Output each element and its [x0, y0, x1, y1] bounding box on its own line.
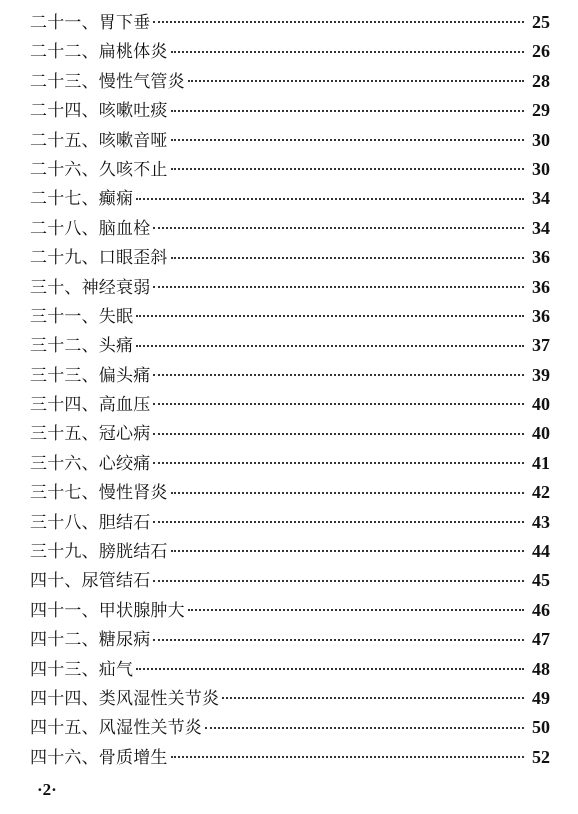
toc-entry	[30, 655, 550, 684]
toc-leader-dots	[153, 286, 524, 288]
toc-entry-title: 四十一、甲状腺肿大	[30, 600, 185, 621]
toc-entry-title: 三十四、高血压	[30, 395, 151, 416]
toc-entry-page: 47	[532, 629, 550, 650]
toc-leader-dots	[153, 433, 524, 435]
toc-entry-page: 44	[532, 541, 550, 562]
toc-entry-page: 49	[532, 687, 550, 708]
toc-entry	[30, 449, 550, 478]
toc-entry	[30, 184, 550, 213]
toc-leader-dots	[171, 492, 524, 494]
toc-entry	[30, 713, 550, 742]
toc-entry-title: 四十、尿管结石	[30, 571, 151, 592]
toc-entry-title: 二十一、胃下垂	[30, 13, 151, 33]
toc-entry-title: 三十六、心绞痛	[30, 453, 151, 474]
toc-entry	[30, 478, 550, 507]
toc-entry-page: 50	[532, 717, 550, 738]
toc-entry-title: 三十八、胆结石	[30, 512, 151, 533]
toc-entry	[30, 273, 550, 302]
toc-entry-title: 二十八、脑血栓	[30, 218, 151, 239]
toc-entry-title: 三十、神经衰弱	[30, 277, 151, 298]
toc-entry	[30, 155, 550, 184]
toc-leader-dots	[136, 668, 524, 670]
toc-entry-page: 26	[532, 41, 550, 62]
toc-entry	[30, 566, 550, 595]
toc-entry-title: 三十一、失眠	[30, 306, 134, 327]
toc-entry	[30, 243, 550, 272]
toc-entry	[30, 743, 550, 772]
toc-entry-page: 25	[532, 12, 550, 32]
toc-leader-dots	[171, 168, 524, 170]
toc-entry-page: 45	[532, 570, 550, 591]
toc-entry-title: 二十七、癫痫	[30, 189, 134, 210]
toc-entry-page: 30	[532, 158, 550, 179]
toc-entry-page: 40	[532, 423, 550, 444]
toc-leader-dots	[153, 227, 524, 229]
toc-entry	[30, 684, 550, 713]
toc-leader-dots	[153, 403, 524, 405]
toc-entry-page: 36	[532, 305, 550, 326]
toc-leader-dots	[136, 315, 524, 317]
toc-entry-page: 43	[532, 511, 550, 532]
toc-leader-dots	[188, 609, 524, 611]
toc-leader-dots	[153, 580, 524, 582]
toc-entry-page: 34	[532, 217, 550, 238]
toc-entry-title: 四十二、糖尿病	[30, 630, 151, 651]
toc-entry	[30, 537, 550, 566]
toc-leader-dots	[171, 257, 524, 259]
toc-leader-dots	[171, 110, 524, 112]
toc-entry-page: 41	[532, 452, 550, 473]
toc-entry	[30, 302, 550, 331]
toc-entry	[30, 214, 550, 243]
page-number: ·2·	[37, 780, 57, 799]
toc-leader-dots	[153, 21, 524, 23]
toc-entry-page: 29	[532, 100, 550, 121]
toc-entry	[30, 37, 550, 66]
toc-entry-title: 四十四、类风湿性关节炎	[30, 688, 220, 709]
toc-leader-dots	[205, 727, 524, 729]
toc-entry-page: 34	[532, 188, 550, 209]
toc-leader-dots	[171, 139, 524, 141]
toc-entry-title: 四十五、风湿性关节炎	[30, 718, 202, 739]
toc-entry-page: 28	[532, 70, 550, 91]
toc-entry-title: 二十五、咳嗽音哑	[30, 130, 168, 151]
toc-entry-title: 二十六、久咳不止	[30, 159, 168, 180]
toc-entry-page: 36	[532, 276, 550, 297]
toc-entry	[30, 390, 550, 419]
toc-entry-title: 三十五、冠心病	[30, 424, 151, 445]
toc-entry-title: 三十七、慢性肾炎	[30, 483, 168, 504]
toc-entry-page: 40	[532, 394, 550, 415]
toc-entry-title: 三十三、偏头痛	[30, 365, 151, 386]
toc-entry	[30, 8, 550, 37]
table-of-contents	[30, 8, 550, 772]
toc-entry	[30, 67, 550, 96]
toc-entry	[30, 508, 550, 537]
toc-entry	[30, 331, 550, 360]
toc-entry-page: 30	[532, 129, 550, 150]
toc-entry-title: 二十九、口眼歪斜	[30, 248, 168, 269]
toc-leader-dots	[171, 550, 524, 552]
toc-leader-dots	[153, 374, 524, 376]
toc-entry	[30, 126, 550, 155]
toc-leader-dots	[136, 345, 524, 347]
toc-entry-page: 36	[532, 247, 550, 268]
toc-leader-dots	[188, 80, 524, 82]
toc-entry-page: 52	[532, 746, 550, 767]
toc-entry	[30, 625, 550, 654]
toc-entry-title: 三十二、头痛	[30, 336, 134, 357]
toc-entry	[30, 96, 550, 125]
toc-leader-dots	[171, 51, 524, 53]
toc-leader-dots	[222, 697, 524, 699]
toc-entry-page: 42	[532, 482, 550, 503]
toc-entry	[30, 361, 550, 390]
toc-entry-title: 二十四、咳嗽吐痰	[30, 101, 168, 122]
toc-leader-dots	[153, 521, 524, 523]
toc-leader-dots	[153, 462, 524, 464]
toc-entry-page: 37	[532, 335, 550, 356]
toc-entry	[30, 419, 550, 448]
toc-entry-page: 39	[532, 364, 550, 385]
toc-entry-title: 四十六、骨质增生	[30, 747, 168, 768]
toc-entry-page: 48	[532, 658, 550, 679]
toc-entry-title: 二十二、扁桃体炎	[30, 42, 168, 63]
toc-entry-title: 四十三、疝气	[30, 659, 134, 680]
toc-leader-dots	[153, 639, 524, 641]
toc-entry-page: 46	[532, 599, 550, 620]
toc-leader-dots	[171, 756, 524, 758]
toc-entry-title: 三十九、膀胱结石	[30, 542, 168, 563]
toc-entry-title: 二十三、慢性气管炎	[30, 71, 185, 92]
toc-leader-dots	[136, 198, 524, 200]
toc-entry	[30, 596, 550, 625]
